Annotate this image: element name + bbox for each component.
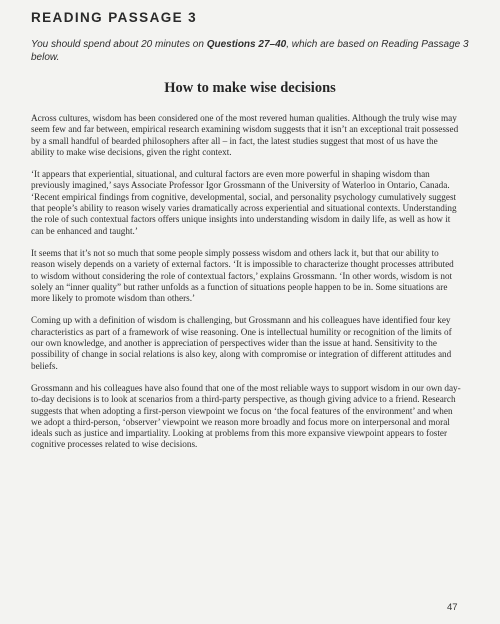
instruction-suffix: , which are based on Reading Passage 3 below.: [31, 39, 469, 63]
instruction-prefix: You should spend about 20 minutes on: [31, 39, 207, 50]
section-heading: READING PASSAGE 3: [31, 10, 198, 25]
passage-body: [31, 113, 463, 462]
paragraph-5: Grossmann and his colleagues have also found that one of the most reliable ways to support wisdom in our own day-to-day decisions is to look at scenarios from a third-party perspective, as though giving advice to a friend. Research suggests that when adopting a first-person viewpoint we focus on ‘the focal features of the environment’ and when we adopt a third-person, ‘observer’ viewpoint we reason more broadly and focus more on interpersonal and moral ideals such as justice and impartiality. Looking at problems from this more expansive viewpoint appears to foster cognitive processes related to wise decisions.: [31, 382, 461, 450]
instruction-questions: Questions 27–40: [206, 39, 287, 50]
paragraph-1: Across cultures, wisdom has been considered one of the most revered human qualities. Although the truly wise may seem few and far between, empirical research examining wisdom suggests that it isn’t an exceptional trait possessed by a small handful of bearded philosophers after all – in fact, the latest studies suggest that most of us have the ability to make wise decisions, given the right context.: [31, 113, 459, 157]
page-number: 47: [447, 602, 458, 613]
paragraph-3: It seems that it’s not so much that some people simply possess wisdom and others lack it, but that our ability to reason wisely depends on a variety of external factors. ‘It is impossible to characterize thought processes attributed to wisdom without considering the role of contextual factors,’ explains Grossmann. ‘In other words, wisdom is not solely an “inner quality” but rather unfolds as a function of situations people happen to be in. Some situations are more likely to promote wisdom than others.’: [31, 247, 454, 304]
paragraph-2: ‘It appears that experiential, situational, and cultural factors are even more powerful in shaping wisdom than previously imagined,’ says Associate Professor Igor Grossmann of the University of Waterloo in Ontario, Canada. ‘Recent empirical findings from cognitive, developmental, social, and personality psychology cumulatively suggest that people’s ability to reason wisely varies dramatically across experiential and situational contexts. Understanding the role of such contextual factors offers unique insights into understanding wisdom in daily life, as well as how it can be enhanced and taught.’: [31, 169, 457, 236]
paragraph-4: Coming up with a definition of wisdom is challenging, but Grossmann and his colleagues have identified four key characteristics as part of a framework of wise reasoning. One is intellectual humility or recognition of the limits of our own knowledge, and another is appreciation of perspectives wider than the issue at hand. Sensitivity to the possibility of change in social relations is also key, along with compromise or integration of different attitudes and beliefs.: [31, 315, 452, 371]
instruction-text: [31, 38, 471, 64]
passage-title: How to make wise decisions: [164, 80, 336, 96]
